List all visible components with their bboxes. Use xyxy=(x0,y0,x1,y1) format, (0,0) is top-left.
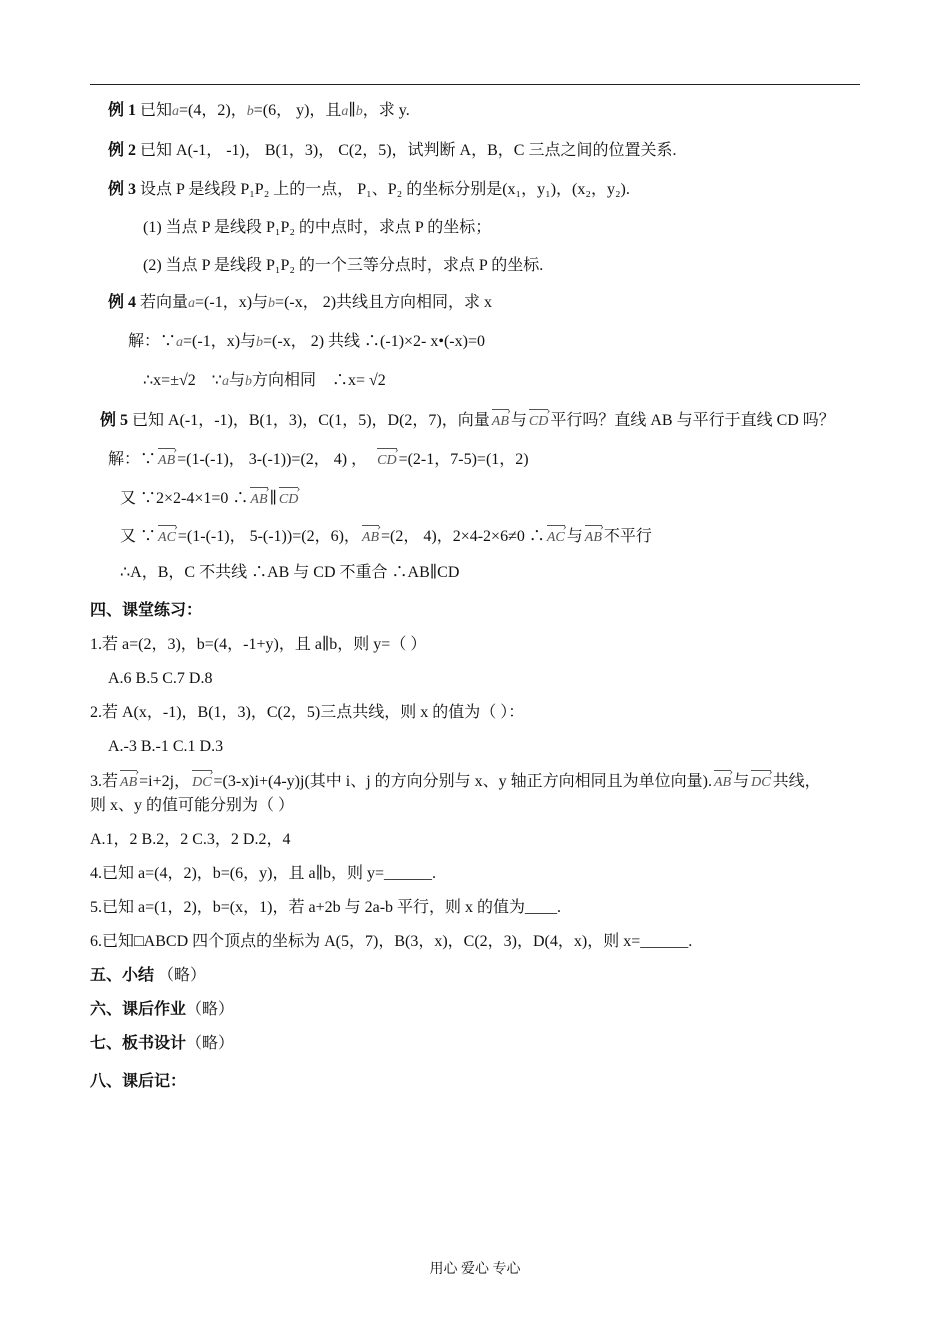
vector-cd: CD › xyxy=(377,446,396,472)
example-label: 例 5 xyxy=(100,412,129,429)
section-5 xyxy=(90,965,206,987)
vector-ab: AB › xyxy=(158,446,175,472)
vector-ab: AB › xyxy=(714,768,731,794)
example-5-solution-1 xyxy=(108,446,529,472)
text: 又 ∵2×2-4×1=0 ∴ xyxy=(120,490,249,507)
vector-a: a xyxy=(172,104,180,119)
vector-cd: CD › xyxy=(279,485,298,511)
question-5: 5.已知 a=(1，2)，b=(x，1)，若 a+2b 与 2a-b 平行，则 x 的值为____. xyxy=(90,899,562,916)
text: 又 ∵ xyxy=(120,528,157,545)
example-5-conclusion: ∴A，B，C 不共线 ∴AB 与 CD 不重合 ∴AB∥CD xyxy=(120,564,460,581)
vector-b: b xyxy=(355,104,363,119)
text: 已知 A(-1， -1)， B(1，3)， C(2，5)，试判断 A，B，C 三点之间的位置关系. xyxy=(140,142,677,159)
example-5-solution-3 xyxy=(120,523,652,549)
example-4-solution-1 xyxy=(128,331,485,354)
text: 与 xyxy=(733,773,750,790)
vector-ab: AB › xyxy=(250,485,267,511)
vector-a: a xyxy=(341,104,349,119)
vector-a: a xyxy=(188,296,196,311)
vector-cd: CD › xyxy=(529,407,548,433)
header-rule xyxy=(90,84,860,85)
text: 与 xyxy=(510,412,527,429)
text: 共线， xyxy=(772,773,821,790)
section-note: （略） xyxy=(186,1001,235,1018)
vector-ab: AB › xyxy=(362,523,379,549)
text: =(3-x)i+(4-y)j(其中 i、j 的方向分别与 x、y 轴正方向相同且为单位向量). xyxy=(213,773,712,790)
text: 与 xyxy=(228,372,245,389)
example-label: 例 1 xyxy=(108,102,137,119)
example-4-solution-2 xyxy=(143,370,386,393)
text: ∥ xyxy=(348,102,356,119)
example-5 xyxy=(100,407,835,433)
question-3-line-2: 则 x、y 的值可能分别为（ ） xyxy=(90,797,295,814)
section-8-title: 八、课后记： xyxy=(90,1073,187,1090)
section-title: 五、小结 xyxy=(90,967,155,984)
question-2: 2.若 A(x，-1)，B(1，3)，C(2，5)三点共线，则 x 的值为（ ）： xyxy=(90,704,525,721)
text: 设点 P 是线段 P₁P₂ 上的一点， P₁、P₂ 的坐标分别是(x₁，y₁)，(x₂，y₂). xyxy=(140,181,630,198)
example-label: 例 2 xyxy=(108,142,137,159)
text: =(2-1，7-5)=(1，2) xyxy=(398,451,529,468)
text: 解：∵ xyxy=(108,451,157,468)
question-2-options: A.-3 B.-1 C.1 D.3 xyxy=(108,738,224,755)
text: 若向量 xyxy=(140,294,189,311)
question-3 xyxy=(90,768,821,794)
page-footer: 用心 爱心 专心 xyxy=(429,1262,521,1277)
example-3-sub-2: (2) 当点 P 是线段 P₁P₂ 的一个三等分点时，求点 P 的坐标. xyxy=(143,257,544,274)
text: =i+2j， xyxy=(139,773,191,790)
text: =(1-(-1)， 3-(-1))=(2， 4) ， xyxy=(177,451,368,468)
question-1: 1.若 a=(2，3)，b=(4，-1+y)，且 a∥b，则 y=（ ） xyxy=(90,636,427,653)
vector-a: a xyxy=(221,374,229,389)
section-4-title: 四、课堂练习： xyxy=(90,602,203,619)
example-3-sub-1: (1) 当点 P 是线段 P₁P₂ 的中点时，求点 P 的坐标； xyxy=(143,219,492,236)
section-note: （略） xyxy=(158,967,207,984)
example-4 xyxy=(108,292,492,315)
text: =(2， 4)，2×4-2×6≠0 ∴ xyxy=(381,528,545,545)
text: 3.若 xyxy=(90,773,119,790)
section-title: 六、课后作业 xyxy=(90,1001,187,1018)
text: =(4，2)， xyxy=(179,102,247,119)
text: =(-x， 2) 共线 ∴(-1)×2- x•(-x)=0 xyxy=(263,333,485,350)
text: 已知 xyxy=(140,102,173,119)
vector-dc: DC › xyxy=(751,768,770,794)
vector-ab: AB › xyxy=(492,407,509,433)
example-5-solution-2 xyxy=(120,485,300,511)
vector-b: b xyxy=(256,335,264,350)
text: =(-1，x)与 xyxy=(195,294,269,311)
text: ∴x= √2 xyxy=(331,372,386,389)
vector-ab: AB › xyxy=(120,768,137,794)
text: 已知 A(-1，-1)，B(1，3)，C(1，5)，D(2，7)，向量 xyxy=(132,412,490,429)
text: 平行吗？直线 AB 与平行于直线 CD 吗？ xyxy=(550,412,835,429)
text: 解：∵ xyxy=(128,333,177,350)
text: ，求 y. xyxy=(362,102,410,119)
example-label: 例 4 xyxy=(108,294,137,311)
text: ∴x=±√2 xyxy=(143,372,196,389)
section-title: 七、板书设计 xyxy=(90,1035,187,1052)
section-6 xyxy=(90,999,234,1021)
example-3 xyxy=(108,179,630,201)
text: ∥ xyxy=(269,490,277,507)
text: =(-x， 2)共线且方向相同，求 x xyxy=(275,294,493,311)
text: =(-1，x)与 xyxy=(183,333,257,350)
example-1 xyxy=(108,100,410,123)
text: =(6， y)，且 xyxy=(253,102,342,119)
vector-b: b xyxy=(268,296,276,311)
vector-b: b xyxy=(246,104,254,119)
vector-ab: AB › xyxy=(585,523,602,549)
question-4: 4.已知 a=(4，2)，b=(6，y)，且 a∥b，则 y=______. xyxy=(90,865,436,882)
text: 与 xyxy=(566,528,583,545)
text: 不平行 xyxy=(603,528,652,545)
text: 方向相同 xyxy=(251,372,316,389)
example-2 xyxy=(108,140,676,162)
vector-a: a xyxy=(176,335,184,350)
vector-ac: AC › xyxy=(547,523,565,549)
vector-b: b xyxy=(244,374,252,389)
question-3-options: A.1，2 B.2，2 C.3，2 D.2，4 xyxy=(90,831,291,848)
section-note: （略） xyxy=(186,1035,235,1052)
question-6: 6.已知□ABCD 四个顶点的坐标为 A(5，7)，B(3，x)，C(2，3)，D(4，x)，则 x=______. xyxy=(90,933,693,950)
question-1-options: A.6 B.5 C.7 D.8 xyxy=(108,670,213,687)
text: ∵ xyxy=(211,372,222,389)
section-7 xyxy=(90,1033,234,1055)
text: =(1-(-1)， 5-(-1))=(2，6)， xyxy=(177,528,360,545)
example-label: 例 3 xyxy=(108,181,137,198)
vector-ac: AC › xyxy=(158,523,176,549)
vector-dc: DC › xyxy=(192,768,211,794)
